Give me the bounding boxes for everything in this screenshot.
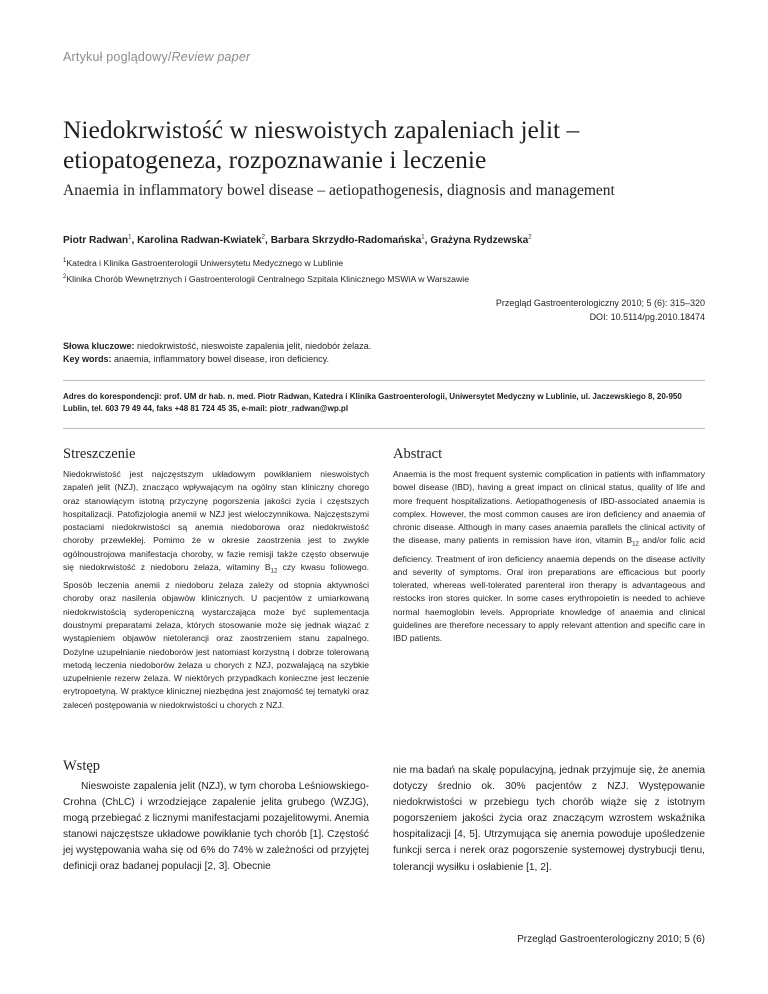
author: Grażyna Rydzewska$^2$ <box>430 235 532 247</box>
doi: DOI: 10.5114/pg.2010.18474 <box>589 312 705 322</box>
divider <box>63 428 705 429</box>
article-type-label: Artykuł poglądowy/Review paper <box>63 50 251 64</box>
wstep-text-right: nie ma badań na skalę populacyjną, jednak przyjmuje się, że anemia dotyczy średnio ok. 30% pacjentów z NZJ. Występowanie niedokrwistości w przebiegu tych chorób wiąże się z istotnym pogorszeniem jakości życia oraz znaczącym wzrostem wskaźnika hospitalizacji [4, 5]. Utrzymująca się anemia powoduje upośledzenie funkcji serca i nerek oraz pogorszenie systemowej dystrybucji tlenu, tolerancji wysiłku i osłabienie [1, 2]. <box>393 765 705 873</box>
correspondence-address: Adres do korespondencji: prof. UM dr hab. n. med. Piotr Radwan, Katedra i Klinika Gastroenterologii, Uniwersytet Medyczny w Lublinie, ul. Jaczewskiego 8, 20-950 Lublin, tel. 603 79 49 44, faks +48 81 724 45 35, e-mail: piotr_radwan@wp.pl <box>63 392 682 413</box>
divider <box>63 380 705 381</box>
keywords-polish: Słowa kluczowe: niedokrwistość, nieswoiste zapalenia jelit, niedobór żelaza. <box>63 341 372 351</box>
streszczenie-text: Niedokrwistość jest najczęstszym układowym powikłaniem nieswoistych zapaleń jelit (NZJ), znacząco wpływającym na ogólny stan kliniczny chorego oraz stanowiącym istotną przyczynę pogorszenia jakości życia i częstszych hospitalizacji. Patofizjologia anemii w NZJ jest wieloczynnikowa. Najczęstszymi postaciami niedokrwistości są anemia niedoborowa oraz niedokrwistość choroby przewlekłej. Pomimo że w okresie zaostrzenia jest to zwykle ogólnoustrojowa manifestacja choroby, w fazie remisji także często obserwuje się niedokrwistość z niedoboru żelaza, witaminy $B_{12}$ czy kwasu foliowego. Sposób leczenia anemii z niedoboru żelaza zależy od stopnia aktywności choroby oraz nasilenia objawów klinicznych. U pacjentów z umiarkowaną niedokrwistością syderopeniczną wystarczająca może być suplementacja doustnymi preparatami żelaza, których stosowanie może się jednak wiązać z wystąpieniem objawów nietolerancji oraz zaostrzeniem stanu zapalnego. Dożylne uzupełnianie niedoborów jest natomiast korzystną i dobrze tolerowaną metodą leczenia niedoborów żelaza u chorych z NZJ, pozwalającą na szybkie uzupełnienie rezerw żelaza. W niektórych przypadkach konieczne jest leczenie erytropoetyną. W praktyce klinicznej niezbędna jest znajomość tej tematyki oraz zaleceń postępowania w niedokrwistości u chorych z NZJ. <box>63 469 369 710</box>
article-title-english: Anaemia in inflammatory bowel disease – aetiopathogenesis, diagnosis and management <box>63 182 615 199</box>
author: Karolina Radwan-Kwiatek$^2$, <box>137 235 271 247</box>
author: Barbara Skrzydło-Radomańska$^1$, <box>270 235 431 247</box>
keywords-english: Key words: anaemia, inflammatory bowel disease, iron deficiency. <box>63 354 329 364</box>
author-list <box>63 235 532 246</box>
affiliation-2: $^2$Klinika Chorób Wewnętrznych i Gastroenterologii Centralnego Szpitala Klinicznego MSWiA w Warszawie <box>63 274 470 284</box>
article-title-polish: Niedokrwistość w nieswoistych zapaleniach jelit – etiopatogeneza, rozpoznawanie i leczenie <box>63 115 580 174</box>
journal-citation: Przegląd Gastroenterologiczny 2010; 5 (6): 315–320 <box>495 298 705 308</box>
wstep-text-left: Nieswoiste zapalenia jelit (NZJ), w tym choroba Leśniowskiego-Crohna (ChLC) i wrzodziejące zapalenie jelita grubego (WZJG), mogą przebiegać z licznymi manifestacjami pozajelitowymi. Anemia stanowi najczęstsze układowe powikłanie tych chorób [1]. Częstość jej występowania waha się od 6% do 74% w zależności od przyjętej definicji oraz badanej populacji [2, 3]. Obecnie <box>63 781 369 873</box>
affiliation-1: $^1$Katedra i Klinika Gastroenterologii Uniwersytetu Medycznego w Lublinie <box>63 258 344 268</box>
abstract-text: Anaemia is the most frequent systemic complication in patients with inflammatory bowel disease (IBD), having a great impact on clinical status, quality of life and more frequent hospitalizations. Aetiopathogenesis of IBD-associated anaemia is complex. However, the most common causes are iron deficiency and anaemia of chronic disease. Although in many cases anaemia parallels the clinical activity of the disease, many patients in remission have iron, vitamin $B_{12}$ and/or folic acid deficiency. Treatment of iron deficiency anaemia depends on the disease activity and severity of symptoms. Oral iron preparations are efficacious but poorly tolerated, whereas well-tolerated parenteral iron therapy is advantageous and restocks iron stores quicker. In some cases erythropoietin is needed to achieve normal haemoglobin levels. Appropriate knowledge of anaemia and clinical guidelines are therefore necessary to apply relevant attention and specific care in IBD patients. <box>393 469 706 644</box>
wstep-heading: Wstęp <box>63 758 101 774</box>
author: Piotr Radwan$^1$, <box>63 235 138 247</box>
page-footer: Przegląd Gastroenterologiczny 2010; 5 (6) <box>517 934 705 945</box>
article-type-label-en: Review paper <box>171 50 251 64</box>
abstract-heading: Abstract <box>393 446 443 462</box>
streszczenie-heading: Streszczenie <box>63 446 136 462</box>
